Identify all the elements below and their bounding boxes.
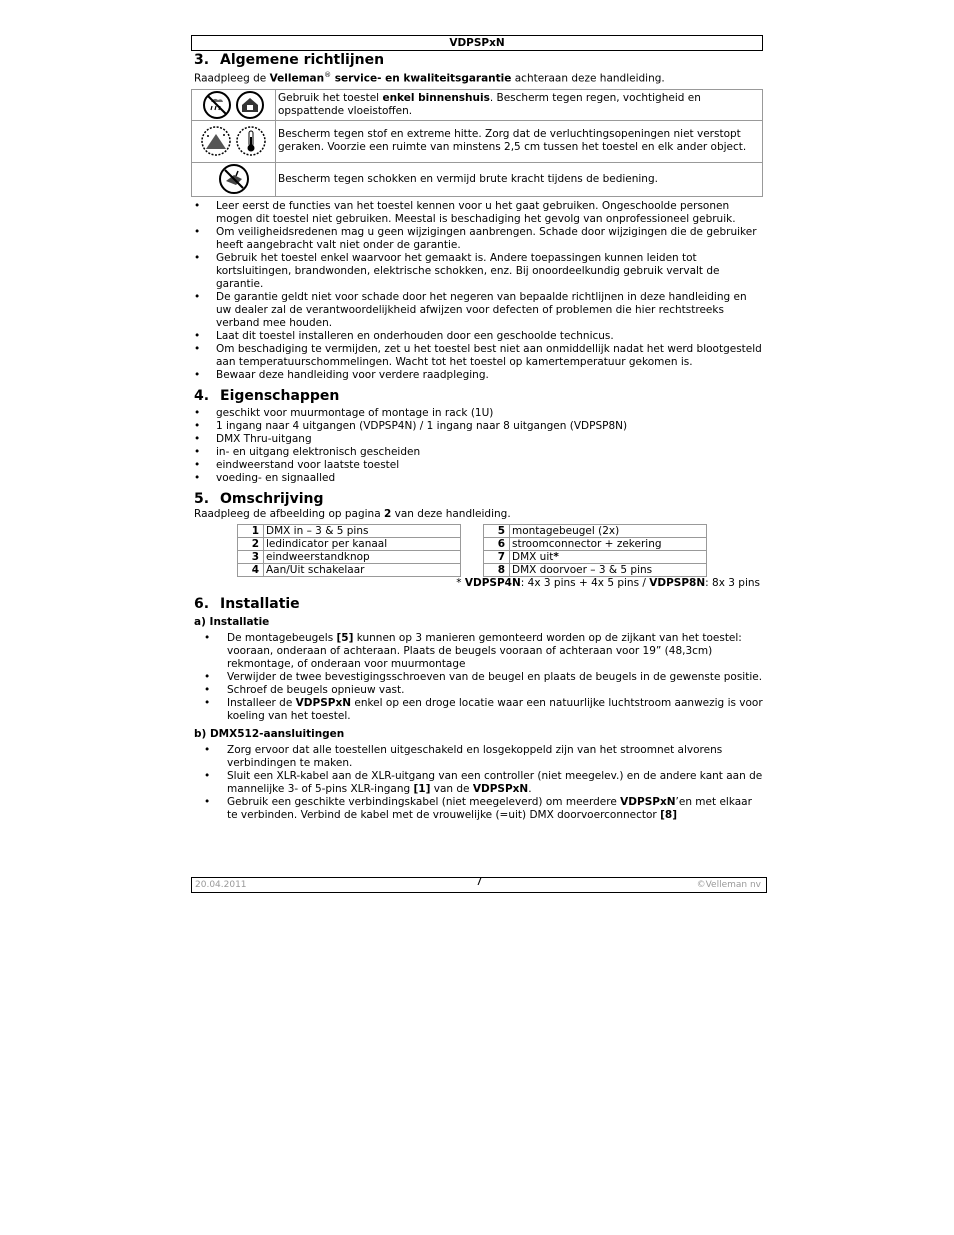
section-4-heading: 4. Eigenschappen — [194, 387, 340, 404]
pins-note: * VDPSP4N: 4x 3 pins + 4x 5 pins / VDPSP8N: 8x 3 pins — [456, 576, 760, 589]
dust-icon — [200, 125, 232, 157]
installation-list — [191, 632, 763, 723]
list-item: • Om veiligheidsredenen mag u geen wijzigingen aanbrengen. Schade door wijzigingen die de gebruiker heeft aangebracht valt niet onder de garantie. — [191, 226, 763, 252]
list-item: • 1 ingang naar 4 uitgangen (VDPSP4N) / 1 ingang naar 8 uitgangen (VDPSP8N) — [191, 420, 763, 433]
table-row: 2 ledindicator per kanaal — [238, 537, 461, 550]
subsection-b-heading: b) DMX512-aansluitingen — [194, 727, 345, 740]
list-item: • Gebruik een geschikte verbindingskabel (niet meegeleverd) om meerdere VDPSPxN’en met elkaar te verbinden. Verbind de kabel met de vrouwelijke (=uit) DMX doorvoerconnector [8] — [191, 796, 763, 822]
list-item: • Zorg ervoor dat alle toestellen uitgeschakeld en losgekoppeld zijn van het stroomnet alvorens verbindingen te maken. — [191, 744, 763, 770]
no-rain-icon — [202, 90, 232, 120]
safety-dust-heat-text: Bescherm tegen stof en extreme hitte. Zorg dat de verluchtingsopeningen niet verstopt geraken. Voorzie een ruimte van minstens 2,5 cm tussen het toestel en elk ander object. — [276, 120, 763, 162]
list-item: • De garantie geldt niet voor schade door het negeren van bepaalde richtlijnen in deze handleiding en uw dealer zal de verantwoordelijkheid afwijzen voor defecten of problemen die hier rechtstreeks verband mee houden. — [191, 291, 763, 330]
dmx-list — [191, 744, 763, 822]
list-item: • voeding- en signaalled — [191, 472, 763, 485]
section-5-heading: 5. Omschrijving — [194, 490, 324, 507]
table-row: 6 stroomconnector + zekering — [484, 537, 707, 550]
guidelines-list — [191, 200, 763, 382]
table-row: 3 eindweerstandknop — [238, 550, 461, 563]
list-item: • Sluit een XLR-kabel aan de XLR-uitgang van een controller (niet meegelev.) en de andere kant aan de mannelijke 3- of 5-pins XLR-ingang [1] van de VDPSPxN. — [191, 770, 763, 796]
table-row: 1 DMX in – 3 & 5 pins — [238, 524, 461, 537]
section-5-intro: Raadpleeg de afbeelding op pagina 2 van deze handleiding. — [194, 507, 511, 520]
section-3-intro: Raadpleeg de Velleman® service- en kwaliteitsgarantie achteraan deze handleiding. — [194, 71, 665, 85]
list-item: • Installeer de VDPSPxN enkel op een droge locatie waar een natuurlijke luchtstroom aanwezig is voor koeling van het toestel. — [191, 697, 763, 723]
page-footer — [191, 877, 767, 893]
shock-icon — [218, 163, 250, 195]
list-item: • geschikt voor muurmontage of montage in rack (1U) — [191, 407, 763, 420]
list-item: • Om beschadiging te vermijden, zet u het toestel best niet aan onmiddellijk nadat het werd blootgesteld aan temperatuurschommelingen. Wacht tot het toestel op kamertemperatuur gekomen is. — [191, 343, 763, 369]
section-3-heading: 3. Algemene richtlijnen — [194, 52, 385, 68]
table-row: 7 DMX uit* — [484, 550, 707, 563]
list-item: • in- en uitgang elektronisch gescheiden — [191, 446, 763, 459]
list-item: • De montagebeugels [5] kunnen op 3 manieren gemonteerd worden op de zijkant van het toestel: vooraan, onderaan of achteraan. Plaats de beugels vooraan of achteraan voor 19” (48,3cm) rekmontage, of onderaan voor muurmontage — [191, 632, 763, 671]
safety-shock-text: Bescherm tegen schokken en vermijd brute kracht tijdens de bediening. — [276, 162, 763, 196]
page-header: VDPSPxN — [191, 35, 763, 51]
manual-page — [191, 35, 763, 822]
heat-icon — [235, 125, 267, 157]
footer-date: 20.04.2011 — [195, 880, 247, 890]
list-item: • Schroef de beugels opnieuw vast. — [191, 684, 763, 697]
table-row: 8 DMX doorvoer – 3 & 5 pins — [484, 563, 707, 576]
list-item: • Bewaar deze handleiding voor verdere raadpleging. — [191, 369, 763, 382]
indoor-use-icon — [235, 90, 265, 120]
table-row: 4 Aan/Uit schakelaar — [238, 563, 461, 576]
table-row: 5 montagebeugel (2x) — [484, 524, 707, 537]
parts-table-right — [483, 524, 707, 577]
list-item: • DMX Thru-uitgang — [191, 433, 763, 446]
features-list — [191, 407, 763, 485]
section-6-heading: 6. Installatie — [194, 595, 300, 612]
parts-table-left — [237, 524, 461, 577]
safety-table — [191, 89, 763, 197]
list-item: • Verwijder de twee bevestigingsschroeven van de beugel en plaats de beugels in de gewenste positie. — [191, 671, 763, 684]
list-item: • eindweerstand voor laatste toestel — [191, 459, 763, 472]
list-item: • Gebruik het toestel enkel waarvoor het gemaakt is. Andere toepassingen kunnen leiden tot kortsluitingen, brandwonden, elektrische schokken, enz. Bij onoordeelkundig gebruik vervalt de garantie. — [191, 252, 763, 291]
safety-indoor-text: Gebruik het toestel enkel binnenshuis. Bescherm tegen regen, vochtigheid en opspattende vloeistoffen. — [276, 89, 763, 120]
list-item: • Laat dit toestel installeren en onderhouden door een geschoolde technicus. — [191, 330, 763, 343]
page-number: 7 — [475, 875, 483, 888]
footer-brand: ©Velleman nv — [696, 880, 761, 890]
list-item: • Leer eerst de functies van het toestel kennen voor u het gaat gebruiken. Ongeschoolde personen mogen dit toestel niet gebruiken. Meestal is beschadiging het gevolg van onprofessioneel gebruik. — [191, 200, 763, 226]
subsection-a-heading: a) Installatie — [194, 615, 270, 628]
